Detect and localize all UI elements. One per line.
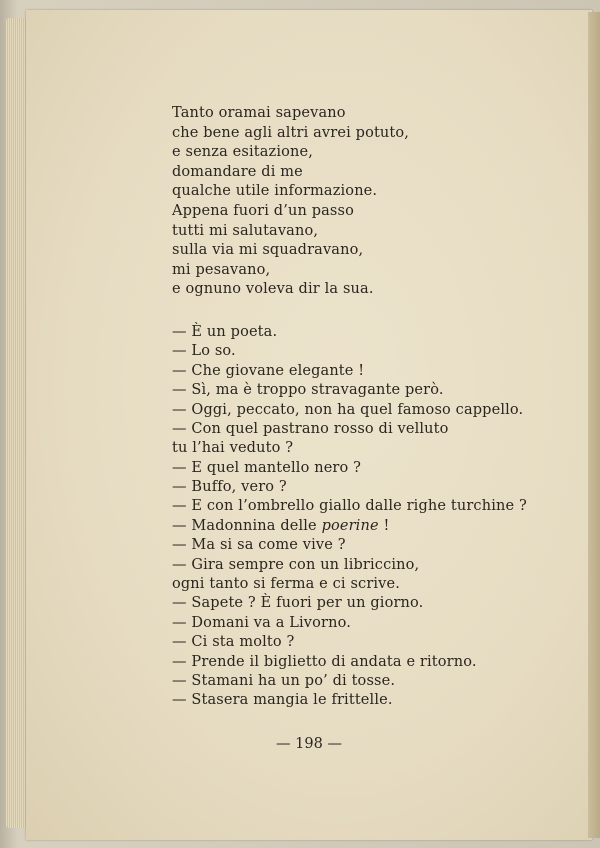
dialogue-line: — Prende il biglietto di andata e ritorno.: [172, 653, 477, 670]
page-right-edge: [588, 12, 600, 838]
italic-word: poerine: [321, 517, 379, 534]
dialogue-line: — Sapete ? È fuori per un giorno.: [172, 595, 424, 612]
dialogue-line: — Ma si sa come vive ?: [172, 537, 346, 554]
book-page: [26, 10, 592, 840]
dialogue-line: — Che giovane elegante !: [172, 362, 365, 379]
stanza-line: Tanto oramai sapevano: [172, 105, 346, 121]
stanza-gap: [172, 300, 592, 323]
dialogue-line: — Buffo, vero ?: [172, 479, 287, 496]
stanza-line: tutti mi salutavano,: [172, 222, 319, 239]
dialogue-line: — Stasera mangia le frittelle.: [172, 692, 393, 709]
dialogue-line: — Lo so.: [172, 343, 236, 360]
page-stack-edge: [6, 18, 28, 828]
stanza-line: e senza esitazione,: [172, 144, 313, 161]
dialogue-line: tu l’hai veduto ?: [172, 440, 294, 457]
stanza-line: domandare di me: [172, 163, 303, 180]
dialogue-line: — Ci sta molto ?: [172, 634, 295, 651]
dialogue-line: — Sì, ma è troppo stravagante però.: [172, 382, 444, 399]
stanza-line: qualche utile informazione.: [172, 183, 378, 200]
dialogue-line: — Madonnina delle poerine !: [172, 517, 390, 534]
stanza-line: sulla via mi squadravano,: [172, 242, 364, 259]
stanza-line: Appena fuori d’un passo: [172, 202, 354, 219]
stanza-line: mi pesavano,: [172, 261, 271, 278]
dialogue-line: — Oggi, peccato, non ha quel famoso cappello.: [172, 401, 524, 418]
dialogue-line: — Gira sempre con un libriccino,: [172, 556, 420, 573]
dialogue-line: — Domani va a Livorno.: [172, 614, 351, 631]
poem-text: [172, 104, 592, 711]
dialogue-line: — Stamani ha un po’ di tosse.: [172, 672, 396, 689]
stanza-line: e ognuno voleva dir la sua.: [172, 281, 374, 298]
dialogue: [172, 323, 592, 711]
dialogue-line: — Con quel pastrano rosso di velluto: [172, 420, 449, 437]
dialogue-line: — È un poeta.: [172, 323, 278, 340]
dialogue-line: ogni tanto si ferma e ci scrive.: [172, 576, 401, 593]
dialogue-line: — E quel mantello nero ?: [172, 459, 362, 476]
dialogue-line: — E con l’ombrello giallo dalle righe turchine ?: [172, 498, 527, 515]
stanza-line: che bene agli altri avrei potuto,: [172, 124, 410, 141]
stanza: [172, 104, 592, 300]
page-number: — 198 —: [276, 736, 342, 752]
